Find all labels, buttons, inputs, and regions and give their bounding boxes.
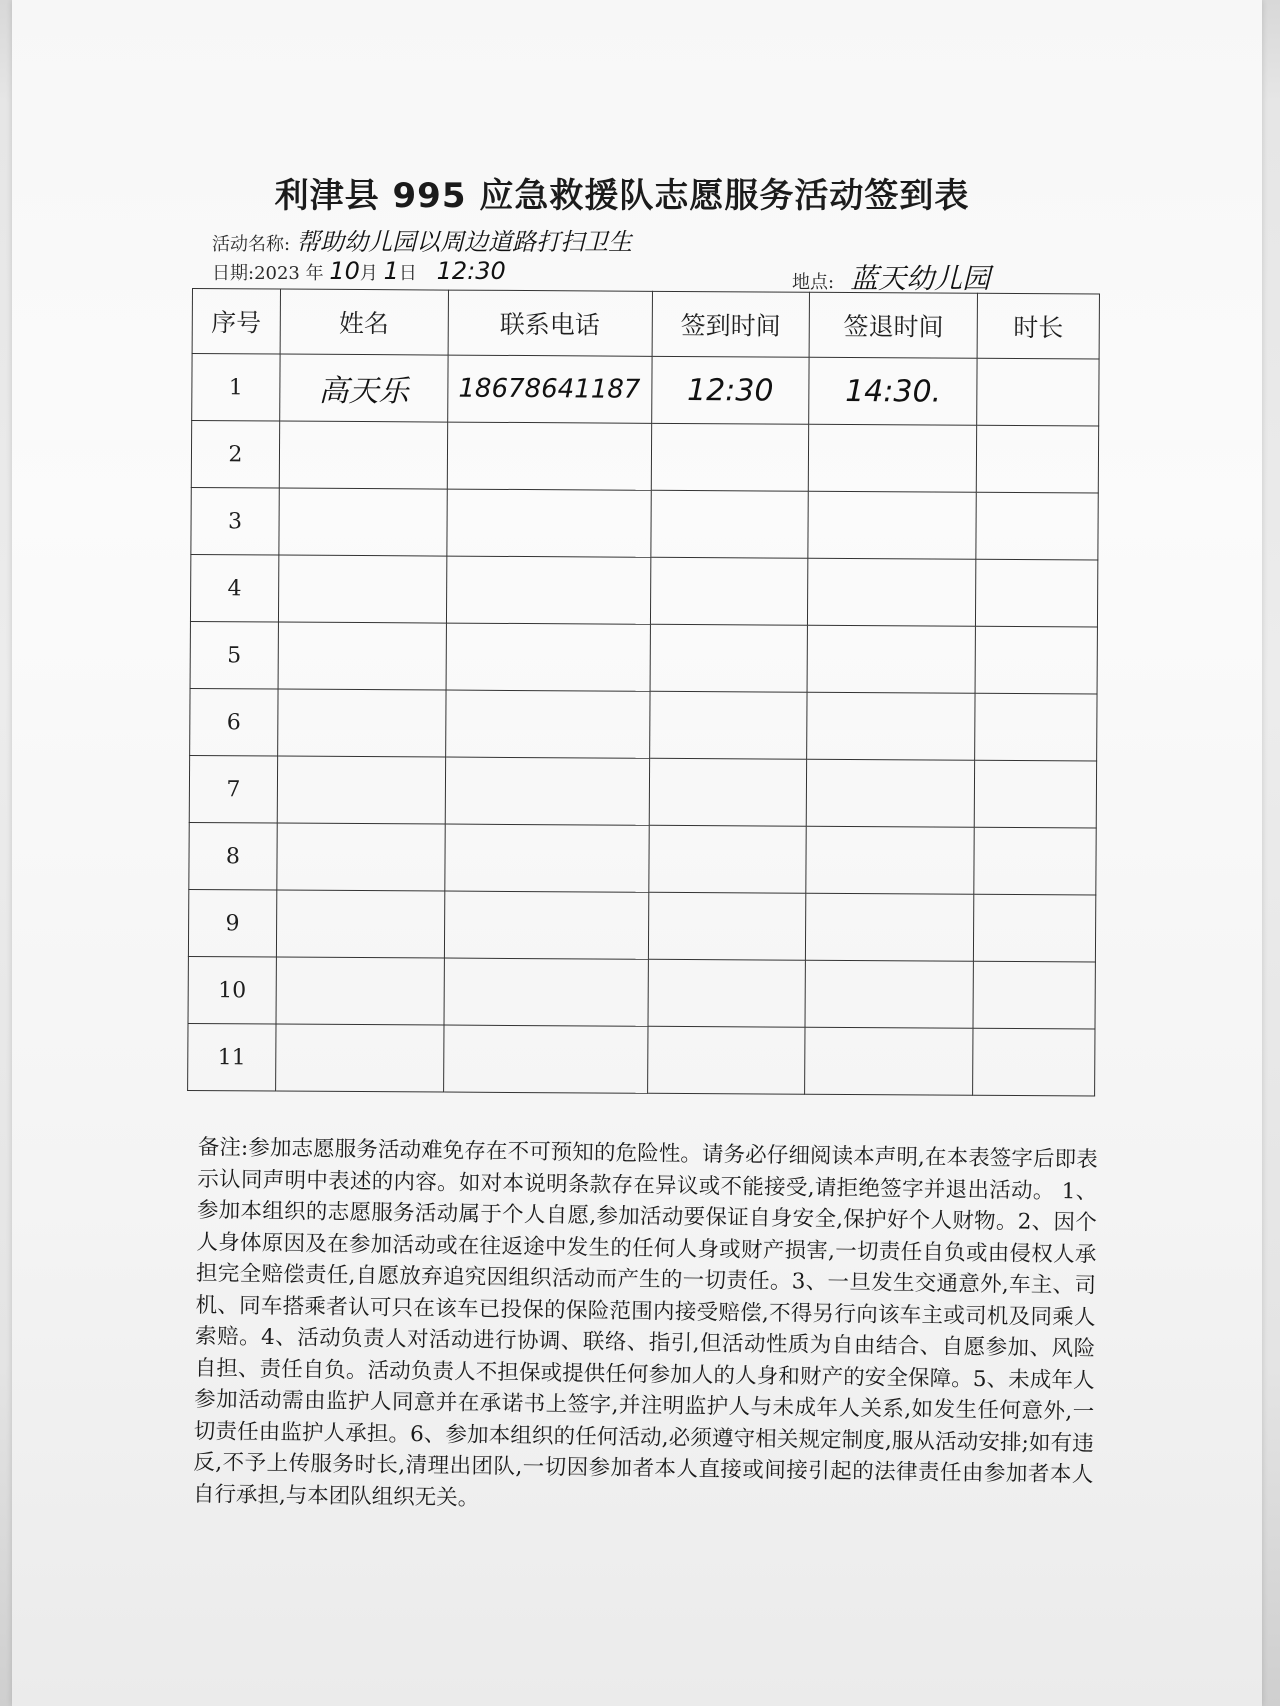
cell-serial: 6 [190,688,278,756]
cell-sign-out [808,558,976,626]
cell-name [279,488,447,556]
header-phone: 联系电话 [448,290,652,356]
cell-duration [976,492,1098,560]
table-row [191,421,1098,494]
table-row [188,1023,1095,1096]
location-label: 地点: [792,272,835,293]
header-sign-in-time: 签到时间 [652,291,810,357]
date-line [212,257,506,285]
table-row [191,487,1098,560]
cell-sign-out [806,826,974,894]
cell-phone [443,1025,647,1093]
date-label: 日期:2023 年 [212,263,324,284]
cell-sign-out-text: 14:30. [845,373,942,410]
table-row [192,354,1099,427]
table-row [190,688,1097,761]
cell-phone [444,891,648,959]
table-row [188,956,1095,1029]
cell-sign-out [808,491,976,559]
cell-name [279,421,447,489]
cell-sign-in [650,624,808,692]
cell-phone [447,355,651,423]
cell-sign-out [805,960,973,1028]
cell-sign-in [648,892,806,960]
cell-sign-in [651,356,809,424]
cell-serial: 9 [188,889,276,957]
sheet-title: 利津县 995 应急救援队志愿服务活动签到表 [274,176,970,216]
cell-duration [976,559,1098,627]
cell-duration [977,358,1099,426]
cell-sign-out [807,759,975,827]
cell-serial: 3 [191,487,279,555]
cell-sign-in [651,423,809,491]
cell-sign-out [805,1027,973,1095]
cell-phone [445,757,649,825]
cell-sign-in [649,691,807,759]
cell-name [278,555,446,623]
cell-name [280,354,448,422]
cell-sign-in-text: 12:30 [686,372,774,409]
cell-name [277,756,445,824]
cell-sign-in [650,557,808,625]
cell-serial: 4 [190,554,278,622]
date-month: 10 [329,257,360,285]
cell-phone [445,690,649,758]
header-sign-out-time: 签退时间 [809,292,977,358]
disclaimer-notice: 备注:参加志愿服务活动难免存在不可预知的危险性。请务必仔细阅读本声明,在本表签字后即表示认同声明中表述的内容。如对本说明条款存在异议或不能接受,请拒绝签字并退出活动。 1、参加本组织的志愿服务活动属于个人自愿,参加活动要保证自身安全,保护好个人财物。2、因个人身体原因及在参加活动或在往返途中发生的任何人身或财产损害,一切责任自负或由侵权人承担完全赔偿责任,自愿放弃追究因组织活动而产生的一切责任。3、一旦发生交通意外,车主、司机、同车搭乘者认可只在该车已投保的保险范围内接受赔偿,不得另行向该车主或司机及同乘人索赔。4、活动负责人对活动进行协调、联络、指引,但活动性质为自由结合、自愿参加、风险自担、责任自负。活动负责人不担保或提供任何参加人的人身和财产的安全保障。5、未成年人参加活动需由监护人同意并在承诺书上签字,并注明监护人与未成年人关系,如发生任何意外,一切责任由监护人承担。6、参加本组织的任何活动,必须遵守相关规定制度,服从活动安排;如有违反,不予上传服务时长,清理出团队,一切因参加者本人直接或间接引起的法律责任由参加者本人自行承担,与本团队组织无关。 [192,1134,1098,1511]
cell-name [278,622,446,690]
header-name: 姓名 [280,289,448,355]
cell-sign-out [809,357,977,425]
activity-name-label: 活动名称: [212,234,291,255]
cell-sign-out [807,692,975,760]
cell-phone [444,824,648,892]
cell-name [277,823,445,891]
cell-name [276,957,444,1025]
cell-duration [976,425,1098,493]
cell-duration [974,894,1096,962]
table-row [189,755,1096,828]
cell-sign-in [647,1026,805,1094]
date-day: 1 [383,257,399,285]
cell-serial: 11 [188,1023,276,1091]
cell-duration [974,760,1096,828]
cell-phone [446,556,650,624]
cell-duration [973,961,1095,1029]
date-time: 12:30 [436,257,506,285]
cell-phone [446,489,650,557]
cell-name [276,890,444,958]
activity-name-line [212,222,632,257]
cell-serial: 2 [191,421,279,489]
cell-serial: 8 [189,822,277,890]
cell-sign-in [650,490,808,558]
cell-name [278,689,446,757]
table-row [188,889,1095,962]
cell-sign-in [647,959,805,1027]
cell-duration [975,693,1097,761]
table-header-row [192,289,1099,360]
date-month-unit: 月 [359,263,378,284]
cell-phone [447,422,651,490]
cell-sign-out [806,893,974,961]
date-day-unit: 日 [398,263,417,284]
cell-name [275,1024,443,1092]
cell-duration [973,1028,1095,1096]
cell-sign-in [648,825,806,893]
cell-serial: 7 [189,755,277,823]
cell-phone [444,958,648,1026]
header-serial: 序号 [192,289,280,355]
activity-name-value: 帮助幼儿园以周边道路打扫卫生 [296,228,633,256]
cell-name-text: 高天乐 [318,373,409,410]
cell-duration [975,626,1097,694]
cell-sign-out [809,424,977,492]
table-row [190,621,1097,694]
table-row [189,822,1096,895]
header-duration: 时长 [977,293,1099,359]
cell-duration [974,827,1096,895]
cell-phone-text: 18678641187 [458,373,641,405]
cell-serial: 10 [188,956,276,1024]
table-row [190,554,1097,627]
cell-sign-in [649,758,807,826]
cell-serial: 5 [190,621,278,689]
sign-in-table [187,288,1100,1097]
sign-in-sheet [12,0,1262,1706]
cell-serial: 1 [192,354,280,422]
cell-phone [446,623,650,691]
location-value: 蓝天幼儿园 [850,262,991,295]
cell-sign-out [807,625,975,693]
